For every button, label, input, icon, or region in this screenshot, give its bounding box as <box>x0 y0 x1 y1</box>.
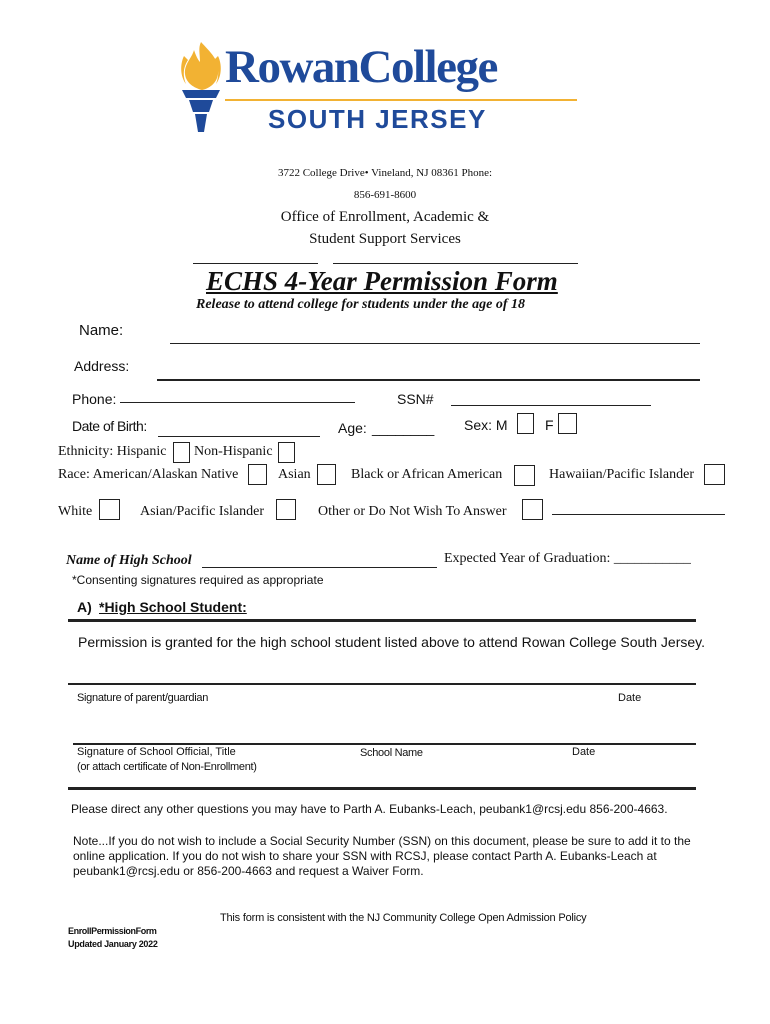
other-specify-field[interactable] <box>552 514 725 515</box>
high-school-field[interactable] <box>202 567 437 568</box>
other-checkbox[interactable] <box>522 499 543 520</box>
divider-right <box>333 263 578 264</box>
asian-pacific-label: Asian/Pacific Islander <box>140 504 265 519</box>
logo-divider <box>225 99 577 101</box>
ssn-field[interactable] <box>451 405 651 406</box>
white-checkbox[interactable] <box>99 499 120 520</box>
form-title: ECHS 4-Year Permission Form <box>206 266 558 296</box>
policy-statement: This form is consistent with the NJ Community College Open Admission Policy <box>220 912 587 924</box>
non-hispanic-label: Non-Hispanic <box>194 444 273 459</box>
asian-label: Asian <box>278 467 311 482</box>
logo-subtitle: SOUTH JERSEY <box>268 104 487 134</box>
date-label-2: Date <box>572 746 596 758</box>
phone-label: Phone: <box>72 391 117 407</box>
black-checkbox[interactable] <box>514 465 535 486</box>
address-label: Address: <box>74 358 130 374</box>
sex-female-checkbox[interactable] <box>558 413 577 434</box>
consent-note: *Consenting signatures required as appropriate <box>72 573 324 587</box>
hawaiian-checkbox[interactable] <box>704 464 725 485</box>
ssn-note-line3: peubank1@rcsj.edu or 856-200-4663 and request a Waiver Form. <box>73 864 424 878</box>
official-signature-note: (or attach certificate of Non-Enrollment) <box>77 761 257 773</box>
american-alaskan-checkbox[interactable] <box>248 464 267 485</box>
name-field[interactable] <box>170 343 700 344</box>
official-signature-label: Signature of School Official, Title <box>77 746 236 758</box>
dob-field[interactable] <box>158 436 320 437</box>
asian-pacific-checkbox[interactable] <box>276 499 296 520</box>
sex-female-label: F <box>545 417 554 433</box>
phone-field[interactable] <box>120 402 355 403</box>
age-label: Age: <box>338 420 367 436</box>
black-label: Black or African American <box>351 467 503 482</box>
divider-left <box>193 263 318 264</box>
dob-label: Date of Birth: <box>72 418 147 434</box>
high-school-label: Name of High School <box>66 553 192 568</box>
date-label-1: Date <box>618 692 642 704</box>
torch-flame-icon <box>176 40 226 134</box>
section-a-rule <box>68 619 696 622</box>
form-subtitle: Release to attend college for students under the age of 18 <box>196 297 525 312</box>
hawaiian-label: Hawaiian/Pacific Islander <box>549 467 694 482</box>
ssn-label: SSN# <box>397 391 434 407</box>
official-signature-line[interactable] <box>73 743 696 745</box>
section-a-bottom-rule <box>68 787 696 790</box>
school-name-label: School Name <box>360 747 423 759</box>
parent-signature-line[interactable] <box>68 683 696 685</box>
section-a-prefix: A) <box>77 599 92 615</box>
address-field[interactable] <box>157 379 700 381</box>
contact-note: Please direct any other questions you may have to Parth A. Eubanks-Leach, peubank1@rcsj.edu 856-200-4663. <box>71 802 668 816</box>
office-name-line2: Student Support Services <box>309 231 461 247</box>
white-label: White <box>58 504 93 519</box>
ssn-note-line1: Note...If you do not wish to include a Social Security Number (SSN) on this document, please be sure to add it to the <box>73 834 691 848</box>
updated-date: Updated January 2022 <box>68 939 158 949</box>
sex-male-checkbox[interactable] <box>517 413 534 434</box>
name-label: Name: <box>79 322 124 339</box>
form-id: EnrollPermissionForm <box>68 926 157 936</box>
asian-checkbox[interactable] <box>317 464 336 485</box>
logo-name: RowanCollege <box>225 41 497 93</box>
parent-signature-label: Signature of parent/guardian <box>77 692 209 704</box>
sex-label: Sex: M <box>464 417 508 433</box>
college-phone: 856-691-8600 <box>353 189 417 201</box>
age-field[interactable]: ________ <box>372 420 435 436</box>
other-label: Other or Do Not Wish To Answer <box>318 504 507 519</box>
permission-statement: Permission is granted for the high school student listed above to attend Rowan College South Jersey. <box>78 634 705 650</box>
hispanic-checkbox[interactable] <box>173 442 190 463</box>
non-hispanic-checkbox[interactable] <box>278 442 295 463</box>
office-name-line1: Office of Enrollment, Academic & <box>280 209 490 225</box>
college-address: 3722 College Drive• Vineland, NJ 08361 Phone: <box>277 167 493 179</box>
graduation-year-field[interactable]: Expected Year of Graduation: ___________ <box>444 551 691 566</box>
race-label: Race: American/Alaskan Native <box>58 467 239 482</box>
section-a-heading: *High School Student: <box>99 599 247 615</box>
ethnicity-label: Ethnicity: Hispanic <box>58 444 167 459</box>
ssn-note-line2: online application. If you do not wish to share your SSN with RCSJ, please contact Parth A. Eubanks-Leach at <box>73 849 657 863</box>
